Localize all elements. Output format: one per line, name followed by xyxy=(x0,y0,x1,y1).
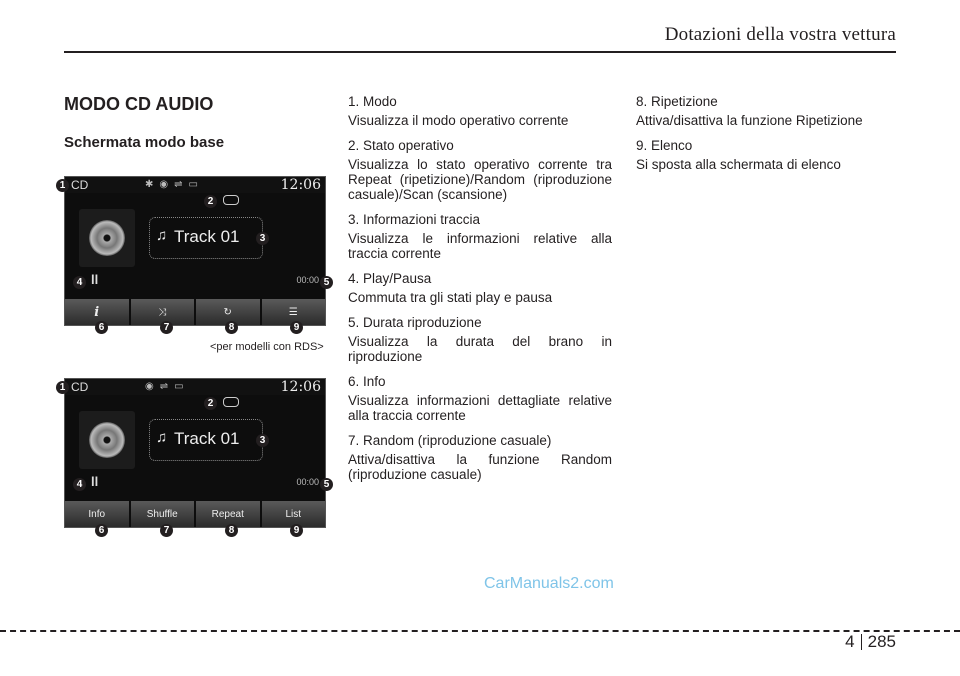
info-button: Info xyxy=(65,501,129,527)
callout-9: 9 xyxy=(290,321,303,334)
page-number xyxy=(845,630,896,652)
cd-disc-icon xyxy=(89,422,125,458)
aux-icon: ▭ xyxy=(188,179,204,190)
track-info xyxy=(149,419,263,461)
list-item xyxy=(348,271,612,305)
music-note-icon: ♫ xyxy=(156,429,168,446)
callout-7: 7 xyxy=(160,524,173,537)
item-title: 4. Play/Pausa xyxy=(348,271,432,286)
disc-art xyxy=(79,209,135,267)
list-item xyxy=(348,212,612,261)
item-desc: Visualizza informazioni dettagliate relative alla traccia corrente xyxy=(348,393,612,423)
item-desc: Commuta tra gli stati play e pausa xyxy=(348,290,553,305)
list-item xyxy=(348,138,612,202)
callout-8: 8 xyxy=(225,321,238,334)
callout-8: 8 xyxy=(225,524,238,537)
clock: 12:06 xyxy=(280,177,321,193)
callout-7: 7 xyxy=(160,321,173,334)
figure-caption: <per modelli con RDS> xyxy=(210,341,324,353)
clock: 12:06 xyxy=(280,379,321,395)
track-name: Track 01 xyxy=(174,429,240,448)
item-title: 6. Info xyxy=(348,374,386,389)
list-icon-button: ☰ xyxy=(262,299,326,325)
item-desc: Visualizza lo stato operativo corrente tra Repeat (ripetizione)/Random (riproduzione casuale)/Scan (scansione) xyxy=(348,157,612,202)
chapter-number: 4 xyxy=(845,632,855,651)
page-number-value: 285 xyxy=(867,632,896,651)
track-name: Track 01 xyxy=(174,227,240,246)
callout-5: 5 xyxy=(320,478,333,491)
callout-4: 4 xyxy=(73,276,86,289)
list-item xyxy=(348,315,612,364)
item-title: 9. Elenco xyxy=(636,138,693,153)
callout-5: 5 xyxy=(320,276,333,289)
list-item xyxy=(636,94,896,128)
list-item xyxy=(348,94,612,128)
item-desc: Attiva/disattiva la funzione Ripetizione xyxy=(636,113,863,128)
callout-1: 1 xyxy=(56,381,69,394)
bluetooth-icon: ✱ xyxy=(145,179,160,190)
status-bar xyxy=(65,379,325,395)
status-icons xyxy=(145,381,190,392)
status-bar xyxy=(65,177,325,193)
shuffle-icon-button: ⤨ xyxy=(131,299,195,325)
list-item xyxy=(348,433,612,482)
pause-icon: ll xyxy=(91,474,99,489)
cd-screen-figure-1 xyxy=(64,176,326,326)
usb-icon: ⇌ xyxy=(159,381,175,392)
footer-rule xyxy=(0,630,960,632)
repeat-button: Repeat xyxy=(196,501,260,527)
play-time: 00:00 xyxy=(296,477,319,487)
mode-label: CD xyxy=(71,178,89,192)
disc-art xyxy=(79,411,135,469)
cd-disc-icon xyxy=(89,220,125,256)
play-time: 00:00 xyxy=(296,275,319,285)
repeat-status-icon xyxy=(223,397,239,407)
callout-4: 4 xyxy=(73,478,86,491)
list-item xyxy=(636,138,896,172)
callout-9: 9 xyxy=(290,524,303,537)
subsection-title: Schermata modo base xyxy=(64,134,225,151)
callout-3: 3 xyxy=(256,434,269,447)
usb-icon: ⇌ xyxy=(174,179,189,190)
item-title: 2. Stato operativo xyxy=(348,138,454,153)
list-item xyxy=(348,374,612,423)
description-column-right xyxy=(636,94,896,182)
item-desc: Visualizza il modo operativo corrente xyxy=(348,113,569,128)
mode-label: CD xyxy=(71,380,89,394)
music-note-icon: ♫ xyxy=(156,227,168,244)
header-rule xyxy=(64,51,896,53)
callout-2: 2 xyxy=(204,397,217,410)
button-bar xyxy=(65,501,325,527)
item-title: 5. Durata riproduzione xyxy=(348,315,482,330)
item-title: 8. Ripetizione xyxy=(636,94,718,109)
item-desc: Visualizza le informazioni relative alla traccia corrente xyxy=(348,231,612,261)
description-column-middle xyxy=(348,94,612,492)
running-header: Dotazioni della vostra vettura xyxy=(664,24,896,45)
shuffle-button: Shuffle xyxy=(131,501,195,527)
gear-icon: ◉ xyxy=(159,179,175,190)
status-icons xyxy=(145,179,204,190)
item-title: 3. Informazioni traccia xyxy=(348,212,481,227)
info-icon-button: i xyxy=(65,299,129,325)
item-desc: Attiva/disattiva la funzione Random (riproduzione casuale) xyxy=(348,452,612,482)
callout-6: 6 xyxy=(95,321,108,334)
cd-screen-figure-2 xyxy=(64,378,326,528)
gear-icon: ◉ xyxy=(145,381,160,392)
callout-3: 3 xyxy=(256,232,269,245)
item-title: 7. Random (riproduzione casuale) xyxy=(348,433,552,448)
list-button: List xyxy=(262,501,326,527)
watermark: CarManuals2.com xyxy=(484,575,614,592)
repeat-icon-button: ↻ xyxy=(196,299,260,325)
item-title: 1. Modo xyxy=(348,94,397,109)
repeat-status-icon xyxy=(223,195,239,205)
item-desc: Si sposta alla schermata di elenco xyxy=(636,157,841,172)
track-info xyxy=(149,217,263,259)
item-desc: Visualizza la durata del brano in riproduzione xyxy=(348,334,612,364)
aux-icon: ▭ xyxy=(174,381,190,392)
pause-icon: ll xyxy=(91,272,99,287)
callout-1: 1 xyxy=(56,179,69,192)
callout-2: 2 xyxy=(204,195,217,208)
section-title: MODO CD AUDIO xyxy=(64,94,214,114)
callout-6: 6 xyxy=(95,524,108,537)
